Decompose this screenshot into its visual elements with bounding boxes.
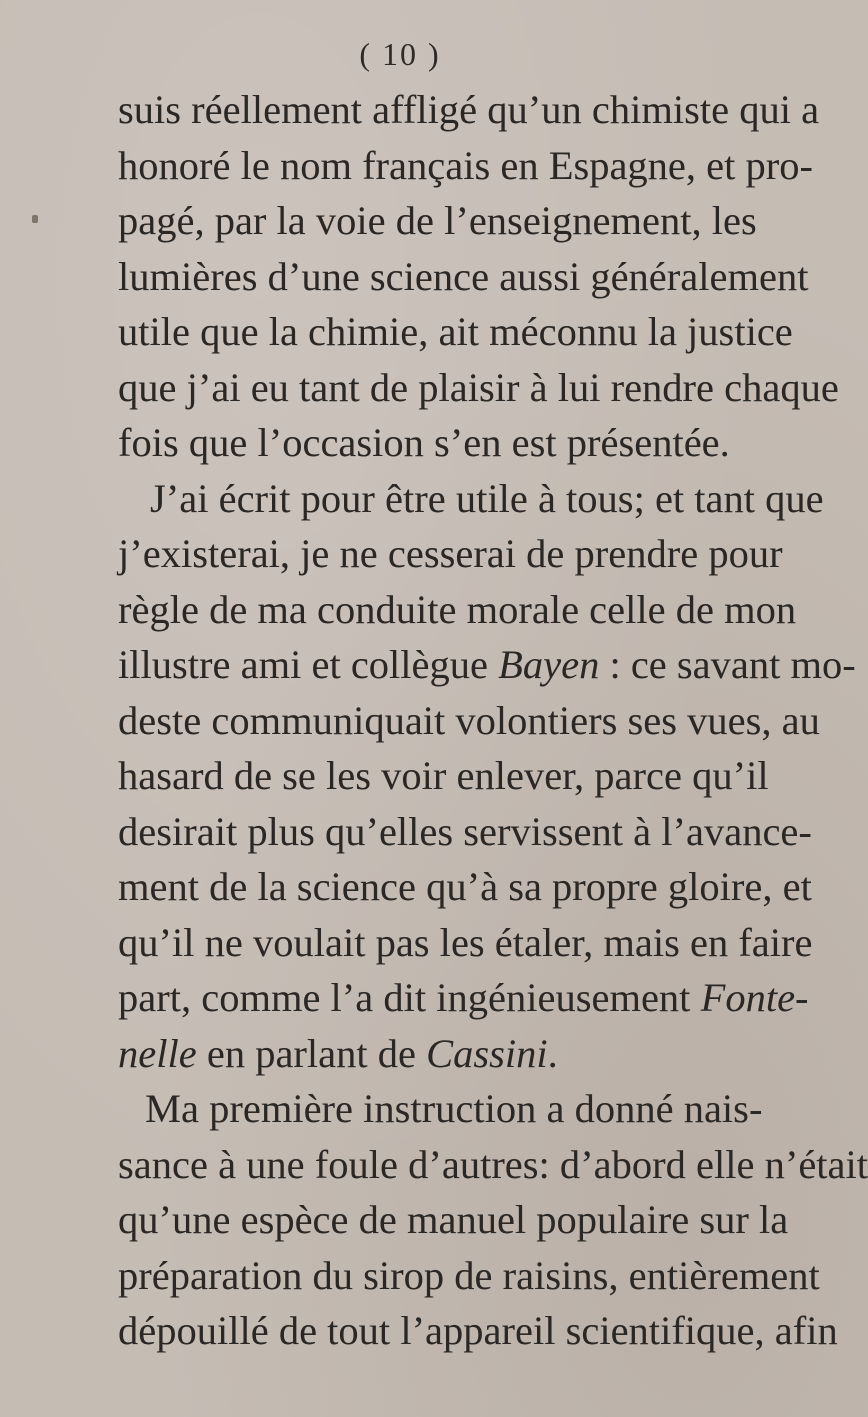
text-line: honoré le nom français en Espagne, et pro- <box>118 142 813 188</box>
paper-spot <box>32 215 38 223</box>
text-segment: illustre ami et collègue <box>118 642 499 687</box>
text-segment: en parlant de <box>196 1030 427 1076</box>
text-line: sance à une foule d’autres: d’abord elle n’était <box>118 1141 868 1187</box>
text-line <box>118 637 856 693</box>
text-segment: part, comme l’a dit ingénieusement <box>118 975 701 1020</box>
text-line: fois que l’occasion s’en est présentée. <box>118 420 730 465</box>
text-line: qu’il ne voulait pas les étaler, mais en faire <box>118 919 813 965</box>
name-bayen: Bayen <box>498 642 600 687</box>
text-line: ment de la science qu’à sa propre gloire, et <box>118 864 812 909</box>
text-line: pagé, par la voie de l’enseignement, les <box>118 198 757 243</box>
text-segment: . <box>547 1030 558 1076</box>
text-line: suis réellement affligé qu’un chimiste qui a <box>118 87 820 132</box>
text-line: desirait plus qu’elles servissent à l’avance- <box>118 808 812 854</box>
text-line <box>118 1026 740 1082</box>
text-line: hasard de se les voir enlever, parce qu’il <box>118 753 769 798</box>
text-line: préparation du sirop de raisins, entièrement <box>118 1252 820 1298</box>
paragraph-start-line: Ma première instruction a donné nais- <box>145 1086 763 1131</box>
text-segment: : ce savant mo- <box>599 642 856 687</box>
paragraph-start-line: J’ai écrit pour être utile à tous; et tant que <box>150 475 824 521</box>
page-number: ( 10 ) <box>359 36 441 72</box>
name-fontenelle-part1: Fonte- <box>700 975 809 1020</box>
text-line: utile que la chimie, ait méconnu la justice <box>118 309 793 354</box>
text-line: dépouillé de tout l’appareil scientifique, afin <box>118 1308 838 1353</box>
text-line: règle de ma conduite morale celle de mon <box>118 586 797 632</box>
body-text <box>118 82 868 1359</box>
name-fontenelle-part2: nelle <box>118 1030 197 1076</box>
text-line: j’existerai, je ne cesserai de prendre pour <box>118 531 783 576</box>
name-cassini: Cassini <box>426 1030 548 1076</box>
text-line: lumières d’une science aussi généralement <box>118 253 809 299</box>
text-line: deste communiquait volontiers ses vues, au <box>118 697 820 743</box>
text-line: qu’une espèce de manuel populaire sur la <box>118 1197 789 1242</box>
text-line <box>118 970 809 1026</box>
text-line: que j’ai eu tant de plaisir à lui rendre chaque <box>118 364 839 410</box>
